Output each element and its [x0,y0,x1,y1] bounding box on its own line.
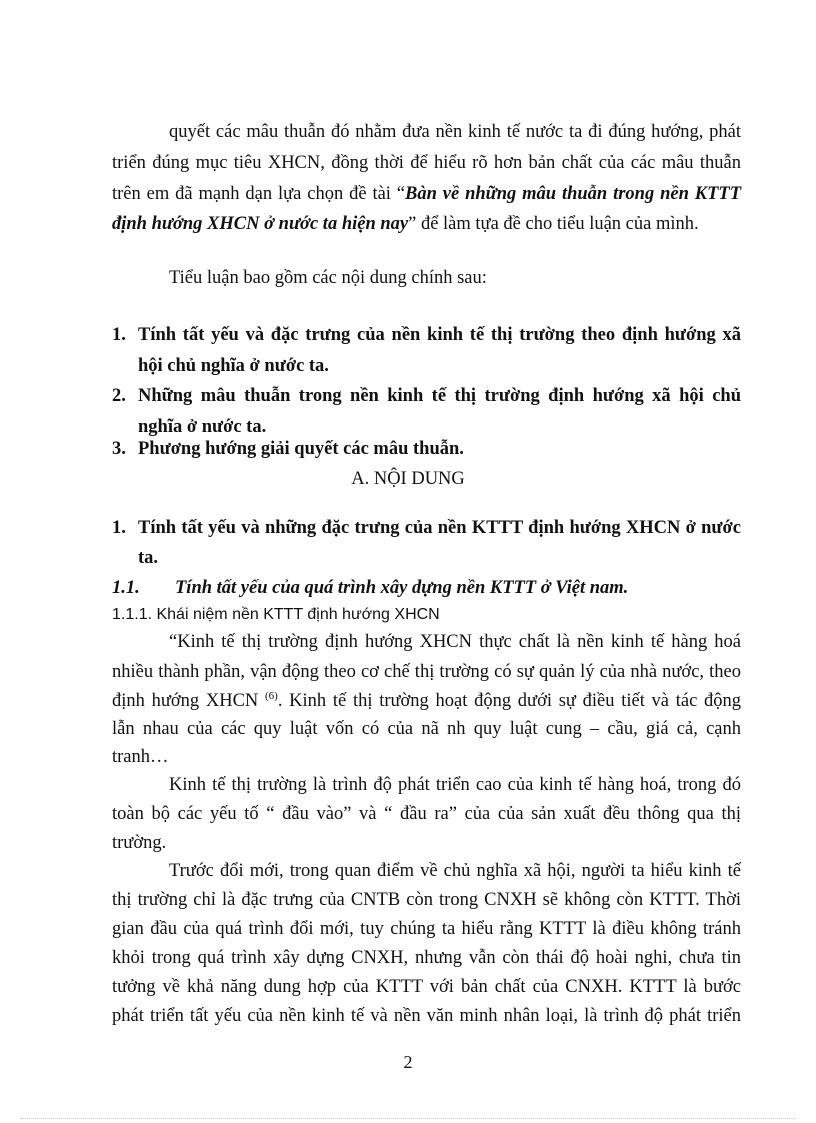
page-bottom-divider [20,1118,796,1119]
section-1-number: 1. [112,518,126,538]
para1-line-2: nhiều thành phần, vận động theo cơ chế thị trường có sự quản lý của nhà nước, theo [112,662,741,682]
para2-line-2: toàn bộ các yếu tố “ đầu vào” và “ đầu ra” của của sản xuất đều thông qua thị [112,804,741,824]
subsection-title: Tính tất yếu của quá trình xây dựng nền KTTT ở Việt nam. [175,578,629,598]
section-1-title-line-1: Tính tất yếu và những đặc trưng của nền KTTT định hướng XHCN ở nước [138,518,741,538]
topic-title-part-1: Bàn về những mâu thuẫn trong nền KTTT [405,184,742,204]
intro-line-2: triển đúng mục tiêu XHCN, đồng thời để hiểu rõ hơn bản chất của các mâu thuẫn [112,153,741,173]
contents-item-3-line-1: Phương hướng giải quyết các mâu thuẫn. [138,439,464,459]
intro-line-1: quyết các mâu thuẫn đó nhằm đưa nền kinh tế nước ta đi đúng hướng, phát [169,122,741,142]
intro-line-4-text: ” để làm tựa đề cho tiểu luận của mình. [408,214,699,234]
subsection-number: 1.1. [112,578,140,598]
contents-item-2-line-1: Những mâu thuẫn trong nền kinh tế thị trường định hướng xã hội chủ [138,386,741,406]
intro-line-3 [112,183,741,205]
topic-title-part-2: định hướng XHCN ở nước ta hiện nay [112,214,409,234]
contents-item-1-line-2: hội chủ nghĩa ở nước ta. [138,356,329,376]
para1-line-4: lẫn nhau của các quy luật vốn có của nã nh quy luật cung – cầu, giá cả, cạnh [112,719,741,739]
para3-line-3: gian đầu của quá trình đổi mới, tuy chúng ta hiểu rằng KTTT là điều không tránh [112,919,741,939]
contents-item-3-number: 3. [112,439,126,459]
para1-line-3-rest: . Kinh tế thị trường hoạt động dưới sự điều tiết và tác động [277,691,741,711]
section-1-title-line-2: ta. [138,548,159,568]
para3-line-6: phát triển tất yếu của nền kinh tế và nền văn minh nhân loại, là trình độ phát triển [112,1006,741,1026]
intro-line-3-text: trên em đã mạnh dạn lựa chọn đề tài “ [112,184,406,204]
page-number: 2 [403,1052,413,1072]
contents-item-2-line-2: nghĩa ở nước ta. [138,417,267,437]
footnote-reference: (6) [265,689,278,702]
contents-item-2-number: 2. [112,386,126,406]
para2-line-1: Kinh tế thị trường là trình độ phát triển cao của kinh tế hàng hoá, trong đó [169,775,741,795]
contents-item-1-number: 1. [112,325,126,345]
para1-line-5: tranh… [112,747,169,767]
para1-line-1: “Kinh tế thị trường định hướng XHCN thực chất là nền kinh tế hàng hoá [169,632,741,652]
para3-line-5: tưởng về khả năng dung hợp của KTTT với bản chất của CNXH. KTTT là bước [112,977,741,997]
contents-intro: Tiểu luận bao gồm các nội dung chính sau: [169,268,487,288]
contents-item-1-line-1: Tính tất yếu và đặc trưng của nền kinh tế thị trường theo định hướng xã [138,325,741,345]
para1-line-3 [112,690,741,712]
para1-line-3-text: định hướng XHCN [112,691,259,711]
subsubsection-title: 1.1.1. Khái niệm nền KTTT định hướng XHCN [112,606,440,623]
section-heading: A. NỘI DUNG [351,469,465,489]
para3-line-1: Trước đổi mới, trong quan điểm về chủ nghĩa xã hội, người ta hiểu kinh tế [169,861,741,881]
intro-line-4 [112,213,699,235]
para3-line-2: thị trường chỉ là đặc trưng của CNTB còn trong CNXH sẽ không còn KTTT. Thời [112,890,741,910]
para3-line-4: khỏi trong quá trình xây dựng CNXH, nhưng vẫn còn thái độ hoài nghi, chưa tin [112,948,741,968]
para2-line-3: trường. [112,833,167,853]
